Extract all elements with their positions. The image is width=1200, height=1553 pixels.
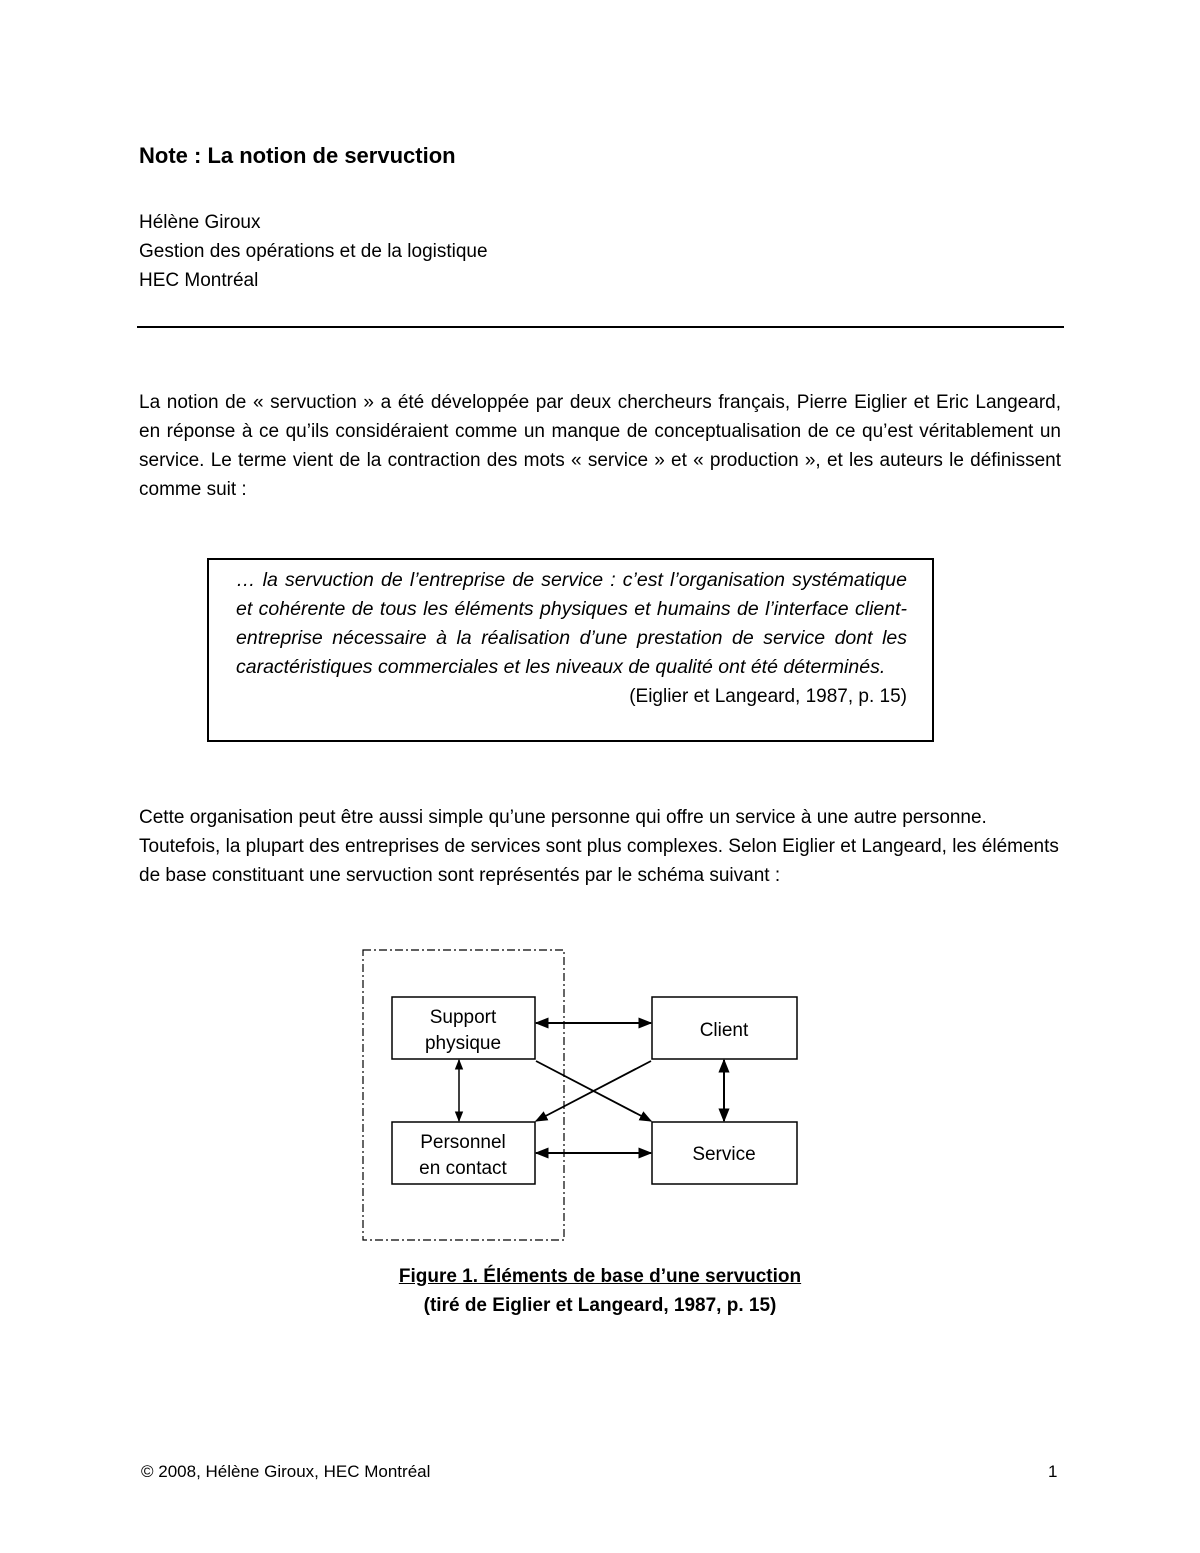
servuction-diagram	[355, 945, 815, 1250]
page-title: Note : La notion de servuction	[139, 143, 456, 168]
caption-title: Figure 1. Éléments de base d’une servuction	[398, 1266, 802, 1287]
service-label: Service	[692, 1144, 756, 1165]
author-block	[139, 208, 488, 295]
figure-caption	[0, 1262, 1200, 1320]
quote-citation: (Eiglier et Langeard, 1987, p. 15)	[629, 686, 907, 707]
support-label-line1: Support	[429, 1007, 497, 1028]
intro-paragraph: La notion de « servuction » a été développée par deux chercheurs français, Pierre Eiglier et Eric Langeard, en réponse à ce qu’ils considéraient comme un manque de conceptualisation de ce qu’est véritablement un service. Le terme vient de la contraction des mots « service » et « production », et les auteurs le définissent comme suit :	[139, 392, 1061, 500]
organization-boundary	[363, 950, 564, 1240]
page-number: 1	[1048, 1462, 1058, 1481]
client-box	[652, 997, 797, 1059]
quote-box	[207, 558, 934, 742]
author-name: Hélène Giroux	[139, 212, 261, 233]
client-label: Client	[699, 1020, 749, 1041]
service-box	[652, 1122, 797, 1184]
quote-text: … la servuction de l’entreprise de service : c’est l’organisation systématique et cohérente de tous les éléments physiques et humains de l’interface client-entreprise nécessaire à la réalisation d’une prestation de service dont les caractéristiques commerciales et les niveaux de qualité ont été déterminés.	[236, 569, 907, 678]
caption-source: (tiré de Eiglier et Langeard, 1987, p. 15)	[423, 1295, 777, 1316]
personnel-label-line2: en contact	[419, 1158, 507, 1179]
footer-copyright: © 2008, Hélène Giroux, HEC Montréal	[141, 1462, 431, 1481]
author-department: Gestion des opérations et de la logistique	[139, 241, 488, 262]
horizontal-divider	[137, 326, 1064, 328]
support-physique-box	[392, 997, 535, 1059]
author-institution: HEC Montréal	[139, 270, 259, 291]
personnel-label-line1: Personnel	[420, 1132, 506, 1153]
second-paragraph: Cette organisation peut être aussi simple qu’une personne qui offre un service à une autre personne. Toutefois, la plupart des entreprises de services sont plus complexes. Selon Eiglier et Langeard, les éléments de base constituant une servuction sont représentés par le schéma suivant :	[139, 807, 1059, 886]
support-label-line2: physique	[424, 1033, 502, 1054]
personnel-box	[392, 1122, 535, 1184]
